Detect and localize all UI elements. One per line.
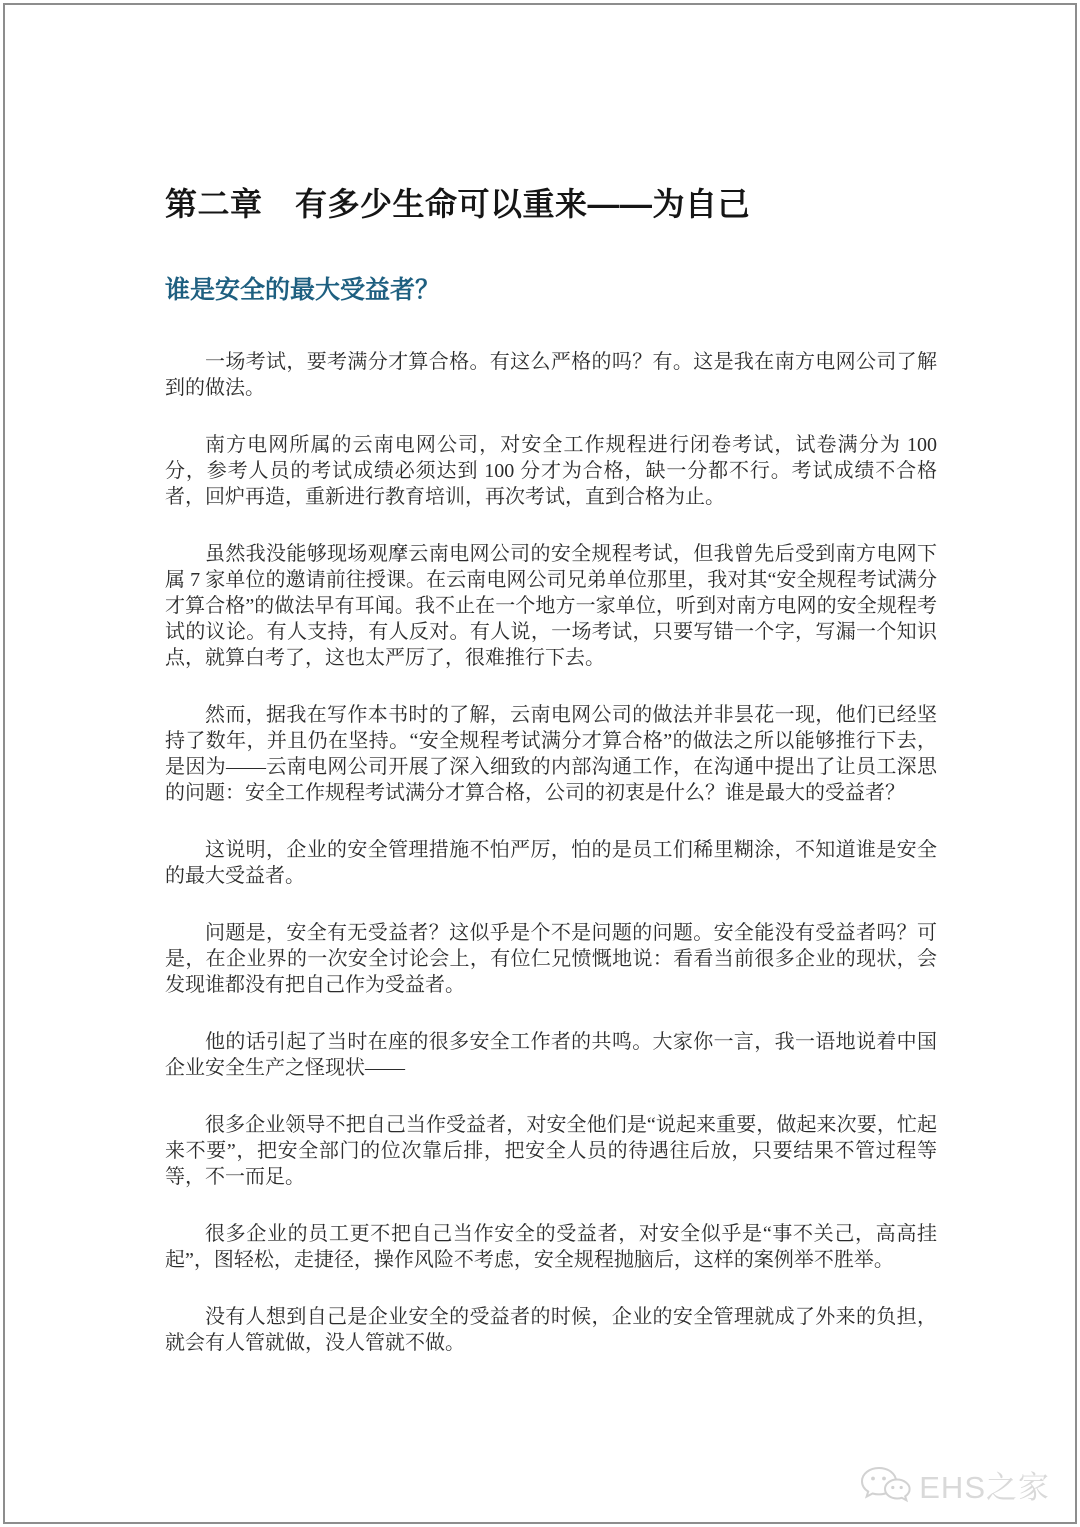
chapter-title: 第二章 有多少生命可以重来——为自己: [165, 186, 751, 222]
paragraph: 很多企业的员工更不把自己当作安全的受益者，对安全似乎是“事不关己，高高挂起”，图轻松，走捷径，操作风险不考虑，安全规程抛脑后，这样的案例举不胜举。: [165, 1223, 937, 1271]
wechat-icon: [859, 1464, 911, 1506]
paragraph: 他的话引起了当时在座的很多安全工作者的共鸣。大家你一言，我一语地说着中国企业安全生产之怪现状——: [165, 1031, 937, 1079]
paragraph: 很多企业领导不把自己当作受益者，对安全他们是“说起来重要，做起来次要，忙起来不要”，把安全部门的位次靠后排，把安全人员的待遇往后放，只要结果不管过程等等，不一而足。: [165, 1114, 937, 1188]
paragraph: 南方电网所属的云南电网公司，对安全工作规程进行闭卷考试，试卷满分为 100 分，参考人员的考试成绩必须达到 100 分才为合格，缺一分都不行。考试成绩不合格者，回炉再造，重新进行教育培训，再次考试，直到合格为止。: [165, 434, 937, 508]
body-text: [165, 349, 937, 1356]
paragraph: 然而，据我在写作本书时的了解，云南电网公司的做法并非昙花一现，他们已经坚持了数年，并且仍在坚持。“安全规程考试满分才算合格”的做法之所以能够推行下去，是因为——云南电网公司开展了深入细致的内部沟通工作，在沟通中提出了让员工深思的问题：安全工作规程考试满分才算合格，公司的初衷是什么？谁是最大的受益者？: [165, 704, 937, 804]
section-title: 谁是安全的最大受益者？: [165, 276, 441, 304]
paragraph: 一场考试，要考满分才算合格。有这么严格的吗？有。这是我在南方电网公司了解到的做法。: [165, 351, 937, 399]
paragraph: 虽然我没能够现场观摩云南电网公司的安全规程考试，但我曾先后受到南方电网下属 7 家单位的邀请前往授课。在云南电网公司兄弟单位那里，我对其“安全规程考试满分才算合格”的做法早有耳闻。我不止在一个地方一家单位，听到对南方电网的安全规程考试的议论。有人支持，有人反对。有人说，一场考试，只要写错一个字，写漏一个知识点，就算白考了，这也太严厉了，很难推行下去。: [165, 543, 937, 669]
paragraph: 没有人想到自己是企业安全的受益者的时候，企业的安全管理就成了外来的负担，就会有人管就做，没人管就不做。: [165, 1306, 937, 1354]
watermark: [859, 1462, 1050, 1507]
watermark-label: EHS之家: [919, 1470, 1050, 1505]
paragraph: 问题是，安全有无受益者？这似乎是个不是问题的问题。安全能没有受益者吗？可是，在企业界的一次安全讨论会上，有位仁兄愤慨地说：看看当前很多企业的现状，会发现谁都没有把自己作为受益者。: [165, 922, 937, 996]
paragraph: 这说明，企业的安全管理措施不怕严厉，怕的是员工们稀里糊涂，不知道谁是安全的最大受益者。: [165, 839, 937, 887]
page-content: [165, 185, 937, 1387]
